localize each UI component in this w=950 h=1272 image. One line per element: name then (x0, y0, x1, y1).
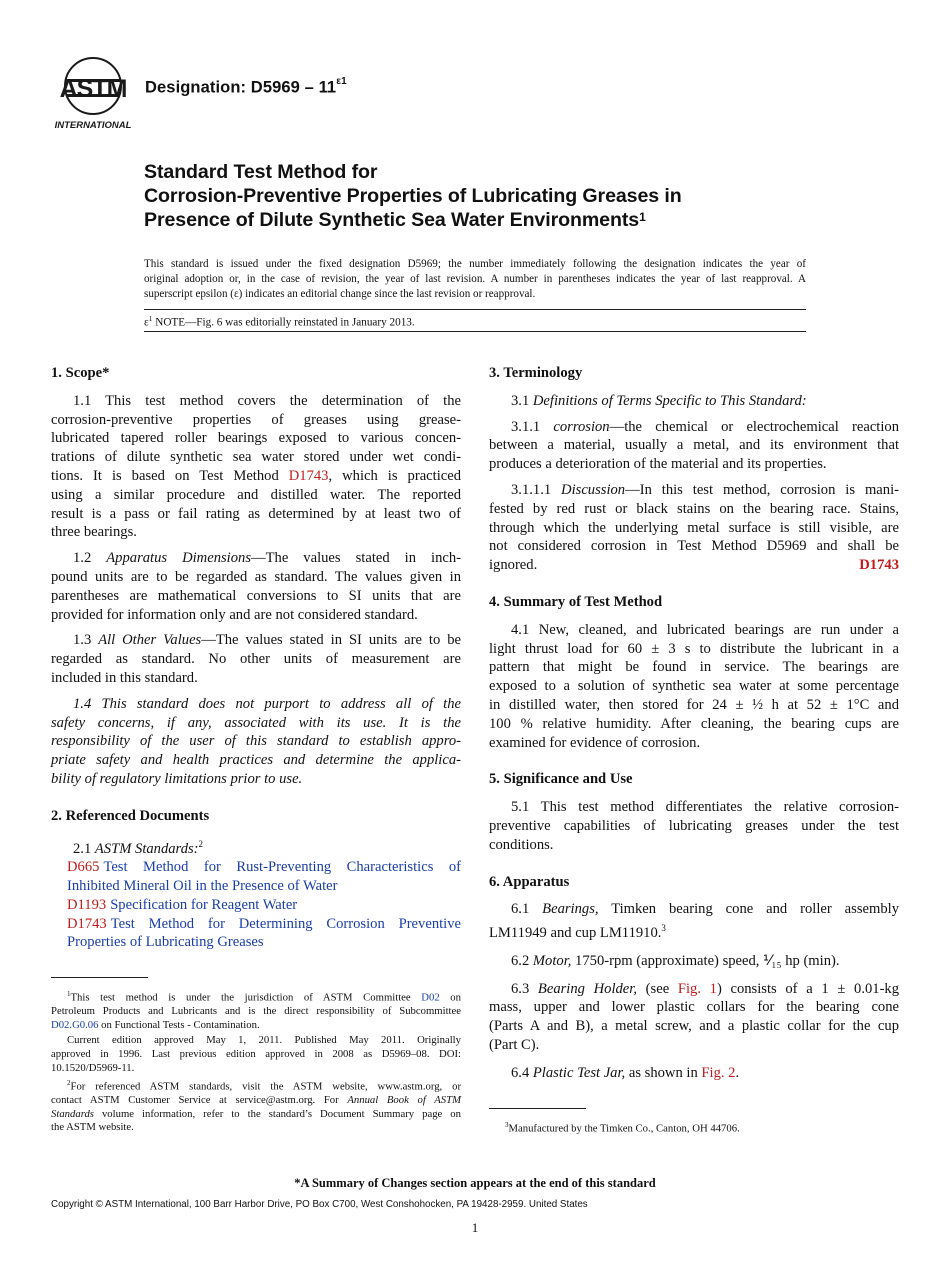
text-line: trations of dilute synthetic sea water stored under wet condi- (51, 449, 461, 466)
text-line: priate safety and health practices and determine the applica- (51, 752, 461, 769)
page-number: 1 (471, 1220, 479, 1235)
ref-link-d1743[interactable]: D1743 (67, 915, 107, 932)
ref-title-link[interactable]: Specification for Reagent Water (110, 896, 298, 913)
ref-title-link[interactable]: Inhibited Mineral Oil in the Presence of Water (67, 877, 338, 894)
para-number: 1.3 (73, 632, 99, 649)
text-run: , which is practiced (328, 467, 462, 484)
reference-d1743 (51, 915, 461, 953)
text-line (489, 418, 899, 437)
footnote-divider (489, 1108, 586, 1109)
text-line: between a material, usually a metal, and its environment that (489, 437, 899, 454)
preface (144, 257, 806, 303)
text-run: on (439, 991, 461, 1004)
term: Apparatus Dimensions (106, 550, 252, 567)
text-line: (Parts A and B), a metal screw, and a plastic collar for the cup (489, 1018, 899, 1035)
text-run: ) consists of a 1 ± 0.01-kg (716, 980, 900, 997)
text-line (51, 1108, 461, 1122)
section-3-heading: 3. Terminology (489, 365, 583, 381)
text-run: tions. It is based on Test Method (51, 467, 289, 484)
note-sup: 1 (148, 314, 153, 323)
ref-link-d1743[interactable]: D1743 (859, 557, 899, 574)
term: ASTM Standards: (94, 840, 199, 857)
text-line (51, 467, 461, 486)
text-line: 1.1 This test method covers the determination of the (73, 392, 461, 409)
text-line: responsibility of the user of this standard to establish appro- (51, 733, 461, 750)
section-1-heading: 1. Scope* (51, 365, 110, 381)
text-line: fested by red rust or black stains on the bearing race. Stains, (489, 500, 899, 517)
text-line: included in this standard. (51, 669, 198, 686)
logo-text: INTERNATIONAL (54, 120, 132, 131)
para-number: 2.1 (73, 840, 95, 857)
text-line (489, 556, 899, 575)
text-line (51, 1094, 461, 1108)
section-2-heading: 2. Referenced Documents (51, 807, 210, 824)
text-run: LM11949 and cup LM11910. (489, 924, 662, 941)
para-number: 3.1.1.1 (511, 481, 562, 498)
text-line: parentheses are mathematical conversions to SI units that are (51, 587, 461, 604)
footnote-number: 3 (505, 1121, 509, 1129)
reference-d665 (51, 858, 461, 896)
para-1-1 (51, 392, 461, 542)
divider (144, 309, 806, 310)
text-line: three bearings. (51, 524, 137, 541)
text-line (489, 919, 899, 943)
text-line: Current edition approved May 1, 2011. Published May 2011. Originally (67, 1034, 461, 1047)
text-line (67, 915, 461, 934)
text-run: —The values stated in SI units are to be (201, 632, 461, 649)
figure-1-link[interactable]: Fig. 1 (677, 980, 717, 997)
text-line (489, 980, 899, 999)
text-line: light thrust load for 60 ± 3 s to distribute the lubricant in a (489, 640, 899, 657)
text-run: on Functional Tests - Contamination. (98, 1018, 260, 1031)
para-3-1-1-1 (489, 481, 899, 575)
astm-logo (52, 56, 134, 132)
svg-text:ASTM: ASTM (59, 75, 127, 103)
text-run: ignored. (489, 557, 538, 574)
para-number: 1.2 (73, 550, 107, 567)
text-line: conditions. (489, 836, 554, 853)
text-line: pattern that might be found in service. The bearings are (489, 659, 899, 676)
copyright: Copyright © ASTM International, 100 Barr Harbor Drive, PO Box C700, West Conshohocken, PA 19428-2959. United States (51, 1199, 588, 1210)
footnote-2 (51, 1077, 461, 1135)
text-line (51, 1019, 461, 1033)
preface-line-3: superscript epsilon (ε) indicates an editorial change since the last revision or reapproval. (144, 288, 536, 301)
footnote-ref: 3 (661, 923, 666, 934)
section-4-heading: 4. Summary of Test Method (489, 593, 663, 610)
text-run: as shown in (625, 1064, 702, 1081)
committee-d02-link[interactable]: D02 (421, 991, 440, 1004)
right-column (489, 364, 899, 1090)
text-line: Petroleum Products and Lubricants and is the direct responsibility of Subcommittee (51, 1005, 461, 1018)
title-line-1: Standard Test Method for (144, 161, 378, 183)
text-line (51, 631, 461, 650)
text-run: —the chemical or electrochemical reaction (609, 418, 899, 435)
divider (144, 331, 806, 332)
text-line: preventive capabilities of lubricating greases under the test (489, 817, 899, 834)
figure-2-link[interactable]: Fig. 2 (701, 1064, 736, 1081)
text-line: mass, upper and lower plastic collars for the bearing cone (489, 999, 899, 1016)
text-line: 10.1520/D5969-11. (51, 1061, 135, 1074)
text-line: pound units are to be regarded as standard. The values given in (51, 568, 461, 585)
reference-d1193 (51, 896, 461, 915)
footnotes-left (51, 988, 461, 1137)
para-6-4 (489, 1064, 899, 1083)
text-line: 1.4 This standard does not purport to address all of the (73, 695, 461, 712)
para-6-2 (489, 952, 899, 971)
term: Plastic Test Jar, (532, 1064, 626, 1081)
text-line (489, 481, 899, 500)
text-line: 100 % relative humidity. After cleaning, the bearing cups are (489, 715, 899, 732)
ref-link-d1193[interactable]: D1193 (67, 896, 107, 913)
term: All Other Values (98, 632, 202, 649)
text-line (51, 988, 461, 1005)
text-run: contact ASTM Customer Service at service@astm.org. For (51, 1094, 348, 1107)
text-run: (see (637, 980, 678, 997)
para-3-1-1 (489, 418, 899, 474)
para-number: 3.1.1 (511, 418, 554, 435)
text-line: provided for information only and are not considered standard. (51, 606, 418, 623)
text-line: regarded as standard. No other units of measurement are (51, 651, 461, 668)
text-line (51, 1077, 461, 1094)
text-run: Annual Book of ASTM (347, 1094, 461, 1107)
para-number: 6.2 (511, 952, 533, 969)
footnote-3-text (489, 1119, 899, 1136)
footnote-divider (51, 977, 148, 978)
text-run: Manufactured by the Timken Co., Canton, OH 44706. (508, 1122, 740, 1135)
footnote-1 (51, 988, 461, 1032)
preface-line-2: original adoption or, in the case of revision, the year of last revision. A number in parentheses indicates the year of last reapproval. A (144, 273, 806, 286)
text-line: corrosion-preventive properties of greases using grease- (51, 411, 461, 428)
term: Bearing Holder, (537, 980, 637, 997)
text-line: (Part C). (489, 1036, 540, 1053)
para-number: 3.1 (511, 392, 533, 409)
ref-title-link[interactable]: Properties of Lubricating Greases (67, 934, 264, 951)
text-line: bility of regulatory limitations prior to use. (51, 770, 303, 787)
note-text: NOTE—Fig. 6 was editorially reinstated in January 2013. (152, 316, 415, 329)
para-3-1 (489, 392, 899, 411)
text-line (489, 900, 899, 919)
text-run: Timken bearing cone and roller assembly (598, 901, 899, 918)
text-run: . (735, 1064, 740, 1081)
document-title (144, 160, 864, 232)
para-4-1 (489, 621, 899, 753)
text-line: lubricated tapered roller bearings exposed to various concen- (51, 430, 461, 447)
para-number: 6.3 (511, 980, 538, 997)
para-6-1 (489, 900, 899, 942)
text-line (67, 896, 461, 915)
section-5-heading: 5. Significance and Use (489, 771, 633, 788)
footnote-ref: 2 (198, 838, 204, 849)
text-line: the ASTM website. (51, 1121, 134, 1134)
ref-link-d665[interactable]: D665 (67, 859, 100, 876)
title-line-3 (144, 208, 864, 232)
title-line-3-text: Presence of Dilute Synthetic Sea Water Environments (144, 209, 640, 231)
term: Motor, (532, 952, 572, 969)
text-line: not considered corrosion in Test Method D5969 and shall be (489, 538, 899, 555)
text-line (67, 858, 461, 877)
footnote-1-edition (51, 1034, 461, 1075)
note-epsilon: ε (144, 316, 149, 329)
text-line: through which the underlying metal surface is still visible, are (489, 519, 899, 536)
designation-text: Designation: D5969 – 11 (145, 78, 337, 97)
text-run: —The values stated in inch- (251, 550, 462, 567)
footnote-number: 2 (67, 1079, 71, 1088)
footnote-number: 1 (67, 990, 71, 998)
text-line: using a similar procedure and distilled water. The reported (51, 486, 461, 503)
para-1-3 (51, 631, 461, 687)
text-line: safety concerns, if any, associated with its use. It is the (51, 714, 461, 731)
text-line: 4.1 New, cleaned, and lubricated bearings are run under a (511, 621, 899, 638)
text-line: examined for evidence of corrosion. (489, 734, 701, 751)
title-line-2: Corrosion-Preventive Properties of Lubricating Greases in (144, 185, 682, 207)
ref-title-link[interactable]: Test Method for Determining Corrosion Preventive (110, 915, 461, 932)
para-6-3 (489, 980, 899, 1055)
designation (145, 78, 347, 98)
para-number: 6.4 (511, 1064, 533, 1081)
text-run: volume information, refer to the standard’s Document Summary page on (93, 1107, 461, 1120)
text-run: 1750-rpm (approximate) speed, ⅟₁₅ hp (min). (571, 952, 840, 969)
term: corrosion (553, 418, 610, 435)
para-1-2 (51, 549, 461, 624)
left-column (51, 364, 461, 952)
title-footnote-ref: 1 (639, 210, 646, 224)
subcommittee-link[interactable]: D02.G0.06 (51, 1018, 99, 1031)
term: Discussion (561, 481, 626, 498)
text-line: result is a pass or fail rating as determined by at least two of (51, 505, 461, 522)
text-run: For referenced ASTM standards, visit the ASTM website, www.astm.org, or (70, 1080, 461, 1093)
section-6-heading: 6. Apparatus (489, 873, 570, 890)
preface-line-1: This standard is issued under the fixed designation D5969; the number immediately following the designation indicates the year of (144, 258, 806, 270)
text-line (51, 549, 461, 568)
summary-of-changes-note: *A Summary of Changes section appears at the end of this standard (294, 1176, 656, 1190)
text-run: —In this test method, corrosion is mani- (625, 481, 899, 498)
text-line: produces a deterioration of the material and its properties. (489, 456, 827, 473)
text-line: 5.1 This test method differentiates the relative corrosion- (511, 799, 899, 816)
para-number: 6.1 (511, 901, 543, 918)
text-line: exposed to a solution of synthetic sea water at some percentage (489, 678, 899, 695)
text-run: This test method is under the jurisdiction of ASTM Committee (70, 991, 422, 1004)
text-line: approved in 1996. Last previous edition approved in 2008 as D5969–08. DOI: (51, 1047, 461, 1060)
text-line: in distilled water, then stored for 24 ± ½ h at 52 ± 1°C and (489, 696, 899, 713)
designation-epsilon: ε1 (336, 76, 347, 87)
para-1-4 (51, 695, 461, 789)
footnote-3 (489, 1119, 899, 1138)
para-5-1 (489, 798, 899, 854)
term: Bearings, (542, 901, 599, 918)
editorial-note (144, 314, 415, 329)
ref-link-d1743[interactable]: D1743 (288, 467, 329, 484)
ref-title-link[interactable]: Test Method for Rust-Preventing Characteristics of (103, 859, 461, 876)
term: Definitions of Terms Specific to This Standard: (532, 392, 807, 409)
text-run: Standards (51, 1107, 94, 1120)
para-2-1 (51, 835, 461, 859)
